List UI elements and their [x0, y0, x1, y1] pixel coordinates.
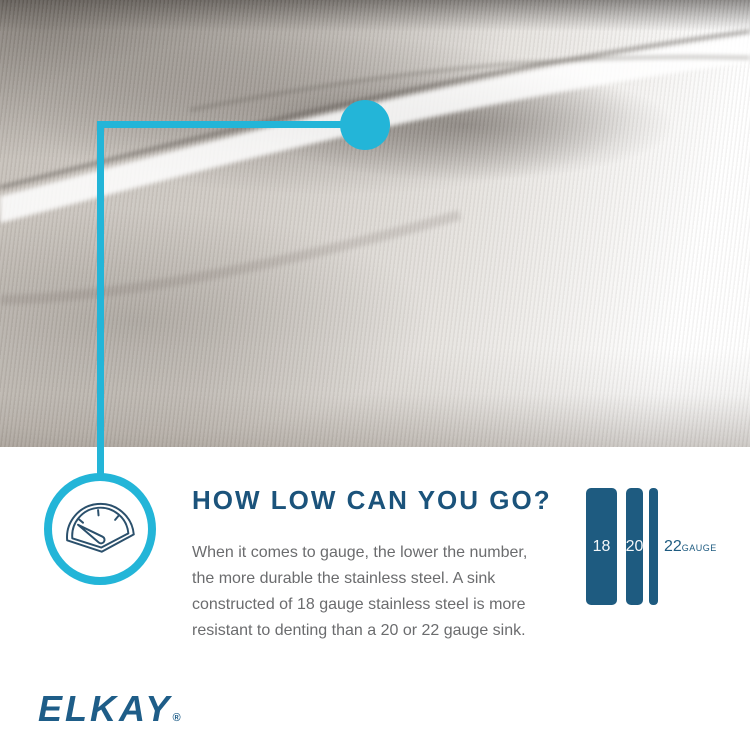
callout-dot-icon	[340, 100, 390, 150]
registered-mark: ®	[172, 712, 181, 724]
gauge-bar-18-label: 18	[592, 537, 611, 555]
body-copy	[192, 540, 527, 644]
body-copy-line: When it comes to gauge, the lower the number,	[192, 544, 528, 561]
elkay-logo-text: ELKAY	[38, 688, 173, 729]
gauge-badge	[44, 473, 156, 585]
body-copy-line: the more durable the stainless steel. A sink	[192, 570, 496, 587]
body-copy-line: constructed of 18 gauge stainless steel is more	[192, 596, 526, 613]
gauge-unit-label: GAUGE	[681, 543, 717, 553]
body-copy-line: resistant to denting than a 20 or 22 gauge sink.	[192, 622, 526, 639]
gauge-icon	[62, 494, 138, 564]
gauge-bar-22	[649, 488, 658, 605]
gauge-bar-20	[626, 488, 643, 605]
headline: HOW LOW CAN YOU GO?	[192, 485, 552, 515]
gauge-bar-20-label: 20	[625, 537, 644, 555]
gauge-bar-18	[586, 488, 617, 605]
elkay-logo	[38, 688, 180, 730]
callout-line-horizontal	[97, 121, 365, 128]
callout-line-vertical	[97, 121, 104, 479]
gauge-bar-22-label: 22	[664, 538, 682, 555]
gauge-bar-22-caption	[664, 488, 717, 605]
